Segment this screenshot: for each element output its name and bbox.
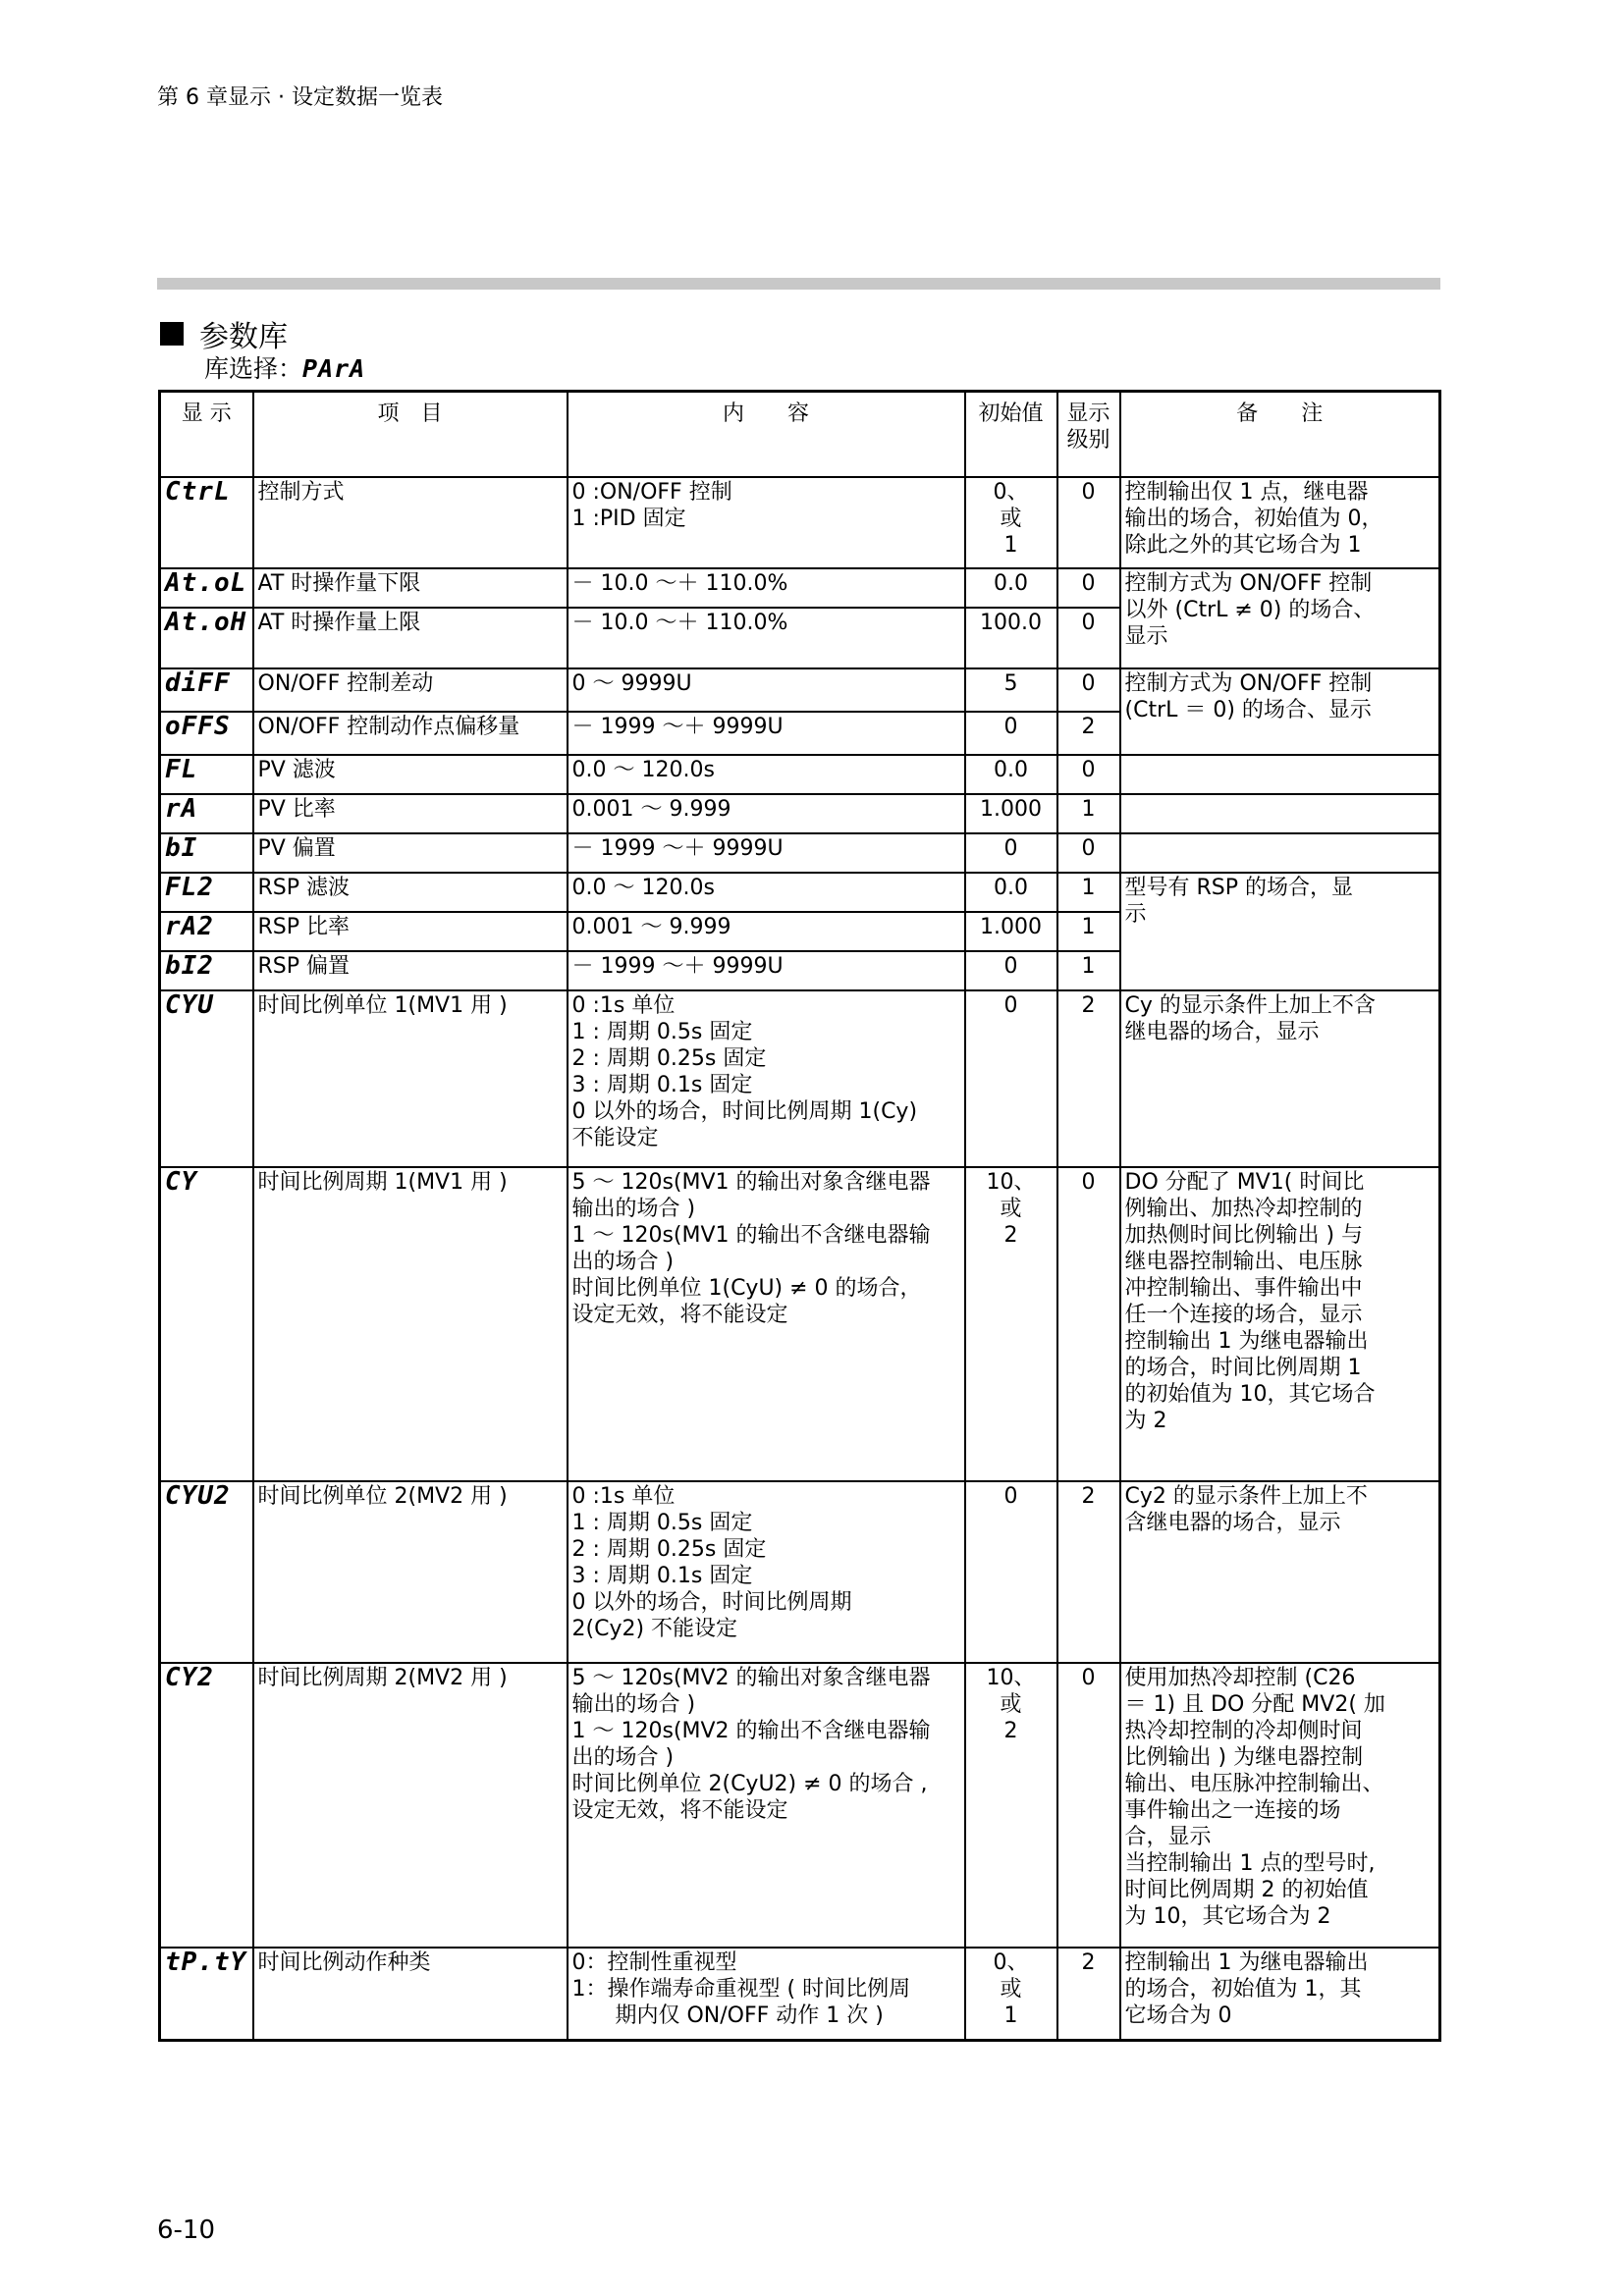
content-cell: 0.001 ～ 9.999 [568, 912, 965, 951]
header-notes: 备 注 [1120, 392, 1440, 478]
table-row [160, 477, 1440, 568]
initial-value: 0.0 [965, 755, 1057, 794]
item-name: AT 时操作量下限 [253, 568, 568, 608]
initial-value: 10、 或 2 [965, 1167, 1057, 1481]
table-row [160, 1948, 1440, 2040]
initial-value: 0 [965, 1481, 1057, 1663]
item-name: RSP 偏置 [253, 951, 568, 990]
item-name: 时间比例单位 1(MV1 用 ) [253, 990, 568, 1167]
initial-value: 0、 或 1 [965, 477, 1057, 568]
content-cell: 0.0 ～ 120.0s [568, 755, 965, 794]
table-row [160, 794, 1440, 833]
item-name: 时间比例周期 2(MV2 用 ) [253, 1663, 568, 1948]
note-cell: 控制输出仅 1 点，继电器 输出的场合，初始值为 0， 除此之外的其它场合为 1 [1120, 477, 1440, 568]
note-cell [1120, 794, 1440, 833]
content-cell: 0 ～ 9999U [568, 668, 965, 712]
display-level: 2 [1057, 1481, 1120, 1663]
note-cell: 控制输出 1 为继电器输出 的场合，初始值为 1，其 它场合为 0 [1120, 1948, 1440, 2040]
section-rule [157, 278, 1440, 290]
initial-value: 1.000 [965, 794, 1057, 833]
note-cell: DO 分配了 MV1( 时间比 例输出、加热冷却控制的 加热侧时间比例输出 ) 与 继电器控制输出、电压脉 冲控制输出、事件输出中 任一个连接的场合，显示 控制输出 1 为继电器输出 的场合，时间比例周期 1 的初始值为 10，其它场合 为 2 [1120, 1167, 1440, 1481]
item-name: RSP 滤波 [253, 873, 568, 912]
display-code: bI2 [160, 951, 253, 990]
note-cell [1120, 833, 1440, 873]
display-level: 2 [1057, 1948, 1120, 2040]
display-code: FL [160, 755, 253, 794]
library-select [204, 349, 365, 385]
display-level: 2 [1057, 712, 1120, 755]
note-cell: 使用加热冷却控制 (C26 ＝ 1) 且 DO 分配 MV2( 加 热冷却控制的冷却侧时间 比例输出 ) 为继电器控制 输出、电压脉冲控制输出、 事件输出之一连接的场 合，显示 当控制输出 1 点的型号时, 时间比例周期 2 的初始值 为 10，其它场合为 2 [1120, 1663, 1440, 1948]
parameter-table [158, 390, 1441, 2042]
header-display: 显 示 [160, 392, 253, 478]
display-level: 0 [1057, 568, 1120, 608]
display-code: oFFS [160, 712, 253, 755]
library-select-label: 库选择： [204, 354, 303, 383]
content-cell: － 1999 ～＋ 9999U [568, 833, 965, 873]
content-cell: － 1999 ～＋ 9999U [568, 712, 965, 755]
note-cell: Cy 的显示条件上加上不含 继电器的场合，显示 [1120, 990, 1440, 1167]
display-level: 0 [1057, 1663, 1120, 1948]
header-content: 内 容 [568, 392, 965, 478]
table-row [160, 755, 1440, 794]
item-name: 时间比例动作种类 [253, 1948, 568, 2040]
item-name: ON/OFF 控制差动 [253, 668, 568, 712]
display-level: 0 [1057, 1167, 1120, 1481]
content-cell: － 10.0 ～＋ 110.0% [568, 608, 965, 668]
display-code: rA [160, 794, 253, 833]
section-title-text: 参数库 [199, 320, 288, 354]
initial-value: 0.0 [965, 568, 1057, 608]
display-code: diFF [160, 668, 253, 712]
header-level: 显示 级别 [1057, 392, 1120, 478]
content-cell: － 10.0 ～＋ 110.0% [568, 568, 965, 608]
table-row [160, 1167, 1440, 1481]
library-select-value: PArA [302, 354, 366, 383]
display-level: 1 [1057, 951, 1120, 990]
display-level: 1 [1057, 912, 1120, 951]
display-level: 0 [1057, 668, 1120, 712]
content-cell: 5 ～ 120s(MV1 的输出对象含继电器 输出的场合 ) 1 ～ 120s(MV1 的输出不含继电器输 出的场合 ) 时间比例单位 1(CyU) ≠ 0 的场合， 设定无效，将不能设定 [568, 1167, 965, 1481]
content-cell: 0 :1s 单位 1 : 周期 0.5s 固定 2 : 周期 0.25s 固定 3 : 周期 0.1s 固定 0 以外的场合，时间比例周期 2(Cy2) 不能设定 [568, 1481, 965, 1663]
item-name: 时间比例单位 2(MV2 用 ) [253, 1481, 568, 1663]
initial-value: 0 [965, 833, 1057, 873]
display-code: At.oL [160, 568, 253, 608]
initial-value: 0 [965, 951, 1057, 990]
table-row [160, 1481, 1440, 1663]
item-name: ON/OFF 控制动作点偏移量 [253, 712, 568, 755]
table-row [160, 568, 1440, 608]
table-row [160, 833, 1440, 873]
display-code: CY [160, 1167, 253, 1481]
content-cell: 0：控制性重视型 1：操作端寿命重视型 ( 时间比例周 期内仅 ON/OFF 动作 1 次 ) [568, 1948, 965, 2040]
display-level: 0 [1057, 608, 1120, 668]
square-bullet-icon [160, 322, 184, 346]
display-code: CYU2 [160, 1481, 253, 1663]
table-header-row [160, 392, 1440, 478]
display-code: CY2 [160, 1663, 253, 1948]
running-head: 第 6 章显示 · 设定数据一览表 [157, 85, 443, 110]
table-row [160, 668, 1440, 712]
initial-value: 1.000 [965, 912, 1057, 951]
header-item: 项 目 [253, 392, 568, 478]
initial-value: 0 [965, 712, 1057, 755]
note-cell [1120, 755, 1440, 794]
display-code: At.oH [160, 608, 253, 668]
table-row [160, 873, 1440, 912]
content-cell: 0.0 ～ 120.0s [568, 873, 965, 912]
initial-value: 0.0 [965, 873, 1057, 912]
item-name: PV 比率 [253, 794, 568, 833]
item-name: RSP 比率 [253, 912, 568, 951]
display-code: CtrL [160, 477, 253, 568]
initial-value: 100.0 [965, 608, 1057, 668]
header-initial: 初始值 [965, 392, 1057, 478]
content-cell: 5 ～ 120s(MV2 的输出对象含继电器 输出的场合 ) 1 ～ 120s(MV2 的输出不含继电器输 出的场合 ) 时间比例单位 2(CyU2) ≠ 0 的场合 , 设定无效，将不能设定 [568, 1663, 965, 1948]
initial-value: 10、 或 2 [965, 1663, 1057, 1948]
item-name: PV 滤波 [253, 755, 568, 794]
item-name: AT 时操作量上限 [253, 608, 568, 668]
initial-value: 5 [965, 668, 1057, 712]
display-code: bI [160, 833, 253, 873]
content-cell: － 1999 ～＋ 9999U [568, 951, 965, 990]
item-name: PV 偏置 [253, 833, 568, 873]
page-number: 6-10 [157, 2216, 216, 2245]
note-cell: Cy2 的显示条件上加上不 含继电器的场合，显示 [1120, 1481, 1440, 1663]
content-cell: 0 :ON/OFF 控制 1 :PID 固定 [568, 477, 965, 568]
note-cell: 型号有 RSP 的场合，显 示 [1120, 873, 1440, 990]
display-level: 0 [1057, 755, 1120, 794]
content-cell: 0 :1s 单位 1 : 周期 0.5s 固定 2 : 周期 0.25s 固定 3 : 周期 0.1s 固定 0 以外的场合，时间比例周期 1(Cy) 不能设定 [568, 990, 965, 1167]
content-cell: 0.001 ～ 9.999 [568, 794, 965, 833]
table-row [160, 1663, 1440, 1948]
display-code: CYU [160, 990, 253, 1167]
display-level: 0 [1057, 477, 1120, 568]
initial-value: 0 [965, 990, 1057, 1167]
note-cell: 控制方式为 ON/OFF 控制 以外 (CtrL ≠ 0) 的场合、 显示 [1120, 568, 1440, 668]
display-code: tP.tY [160, 1948, 253, 2040]
note-cell: 控制方式为 ON/OFF 控制 (CtrL ＝ 0) 的场合、显示 [1120, 668, 1440, 755]
display-level: 1 [1057, 873, 1120, 912]
table-row [160, 990, 1440, 1167]
item-name: 控制方式 [253, 477, 568, 568]
display-level: 0 [1057, 833, 1120, 873]
display-level: 2 [1057, 990, 1120, 1167]
display-code: rA2 [160, 912, 253, 951]
display-level: 1 [1057, 794, 1120, 833]
display-code: FL2 [160, 873, 253, 912]
item-name: 时间比例周期 1(MV1 用 ) [253, 1167, 568, 1481]
initial-value: 0、 或 1 [965, 1948, 1057, 2040]
